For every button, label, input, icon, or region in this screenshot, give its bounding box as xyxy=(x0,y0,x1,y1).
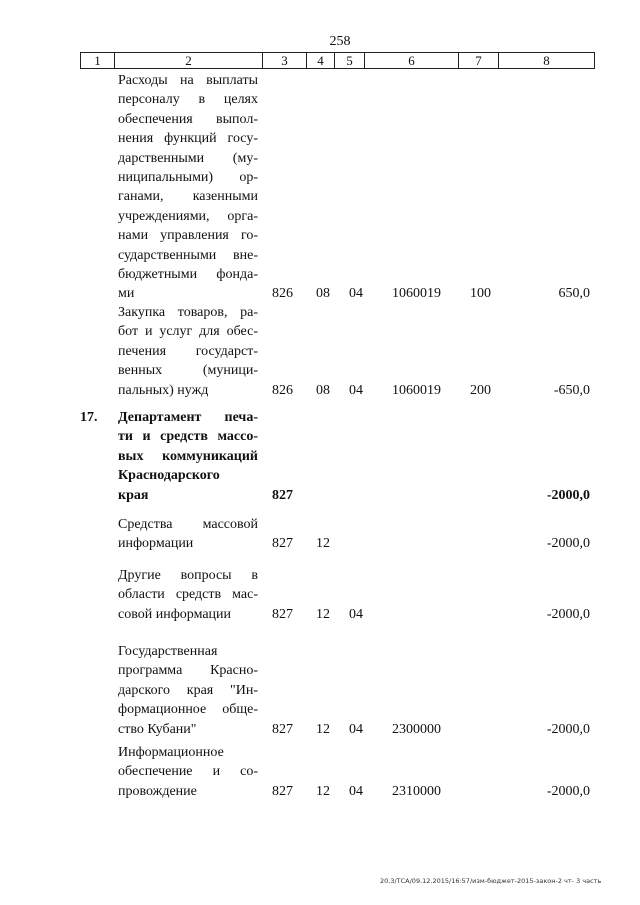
entry-description xyxy=(118,303,258,400)
description-line: ми xyxy=(118,286,135,302)
section-code: 12 xyxy=(316,606,330,622)
amount: -2000,0 xyxy=(546,783,590,799)
description-line: провождение xyxy=(118,783,197,799)
description-line: нами управления го- xyxy=(118,228,258,244)
column-header: 1 xyxy=(81,53,115,69)
entry-description xyxy=(118,566,258,624)
description-line: Департамент печа- xyxy=(118,410,258,425)
description-line: обеспечение и со- xyxy=(118,764,258,780)
section-code: 12 xyxy=(316,783,330,799)
amount: -2000,0 xyxy=(546,721,590,737)
section-code: 08 xyxy=(316,286,330,302)
expense-type-code: 100 xyxy=(470,286,491,302)
description-line: венных (муници- xyxy=(118,363,258,379)
section-code: 08 xyxy=(316,382,330,398)
amount: -650,0 xyxy=(553,382,590,398)
description-line: обеспечения выпол- xyxy=(118,111,258,127)
description-line: области средств мас- xyxy=(118,587,258,603)
target-article-code: 2300000 xyxy=(392,721,441,737)
department-code: 827 xyxy=(272,783,293,799)
amount: 650,0 xyxy=(558,286,590,302)
column-header: 5 xyxy=(335,53,365,69)
entry-description xyxy=(118,515,258,554)
column-header: 7 xyxy=(459,53,499,69)
column-header: 8 xyxy=(499,53,595,69)
description-line: Информационное xyxy=(118,745,224,760)
description-line: края xyxy=(118,487,149,503)
department-code: 826 xyxy=(272,382,293,398)
description-line: вых коммуникаций xyxy=(118,448,258,464)
description-line: дарского края "Ин- xyxy=(118,682,258,698)
description-line: информации xyxy=(118,536,194,552)
department-code: 827 xyxy=(272,606,293,622)
description-line: Другие вопросы в xyxy=(118,568,258,583)
description-line: дарственными (му- xyxy=(118,150,258,166)
description-line: учреждениями, орга- xyxy=(118,208,258,224)
column-header: 3 xyxy=(263,53,307,69)
column-header-table xyxy=(80,52,595,69)
entry-description xyxy=(118,743,258,801)
description-line: ниципальными) ор- xyxy=(118,170,258,186)
description-line: бот и услуг для обес- xyxy=(118,324,258,340)
description-line: программа Красно- xyxy=(118,663,258,679)
subsection-code: 04 xyxy=(349,606,363,622)
description-line: ство Кубани" xyxy=(118,721,197,737)
column-header: 4 xyxy=(307,53,335,69)
entry-description xyxy=(118,71,258,304)
description-line: печения государст- xyxy=(118,343,258,359)
target-article-code: 1060019 xyxy=(392,286,441,302)
description-line: формационное обще- xyxy=(118,702,258,718)
description-line: ганами, казенными xyxy=(118,189,258,205)
subsection-code: 04 xyxy=(349,286,363,302)
amount: -2000,0 xyxy=(546,606,590,622)
description-line: Государственная xyxy=(118,644,218,659)
column-header: 6 xyxy=(365,53,459,69)
description-line: пальных) нужд xyxy=(118,382,209,398)
section-code: 12 xyxy=(316,721,330,737)
target-article-code: 2310000 xyxy=(392,783,441,799)
description-line: бюджетными фонда- xyxy=(118,267,258,283)
department-code: 827 xyxy=(272,536,293,552)
description-line: нения функций госу- xyxy=(118,131,258,147)
subsection-code: 04 xyxy=(349,783,363,799)
entry-description xyxy=(118,642,258,739)
subsection-code: 04 xyxy=(349,382,363,398)
department-code: 827 xyxy=(272,487,293,503)
section-number: 17. xyxy=(80,410,98,425)
amount: -2000,0 xyxy=(546,536,590,552)
description-line: Расходы на выплаты xyxy=(118,73,258,88)
description-line: персоналу в целях xyxy=(118,92,258,108)
expense-type-code: 200 xyxy=(470,382,491,398)
department-code: 826 xyxy=(272,286,293,302)
department-code: 827 xyxy=(272,721,293,737)
description-line: ти и средств массо- xyxy=(118,429,258,445)
column-header: 2 xyxy=(115,53,263,69)
page-number: 258 xyxy=(329,34,351,49)
description-line: Средства массовой xyxy=(118,517,258,532)
entry-description xyxy=(118,408,258,505)
description-line: Закупка товаров, ра- xyxy=(118,305,258,320)
section-code: 12 xyxy=(316,536,330,552)
target-article-code: 1060019 xyxy=(392,382,441,398)
subsection-code: 04 xyxy=(349,721,363,737)
description-line: совой информации xyxy=(118,606,232,622)
amount: -2000,0 xyxy=(546,487,590,503)
footer-filename: 20.3/ТСА/09.12.2015/16:57/изм-бюджет-2015-закон-2 чт- 3 часть xyxy=(380,877,602,885)
description-line: сударственными вне- xyxy=(118,247,258,263)
description-line: Краснодарского xyxy=(118,468,220,484)
